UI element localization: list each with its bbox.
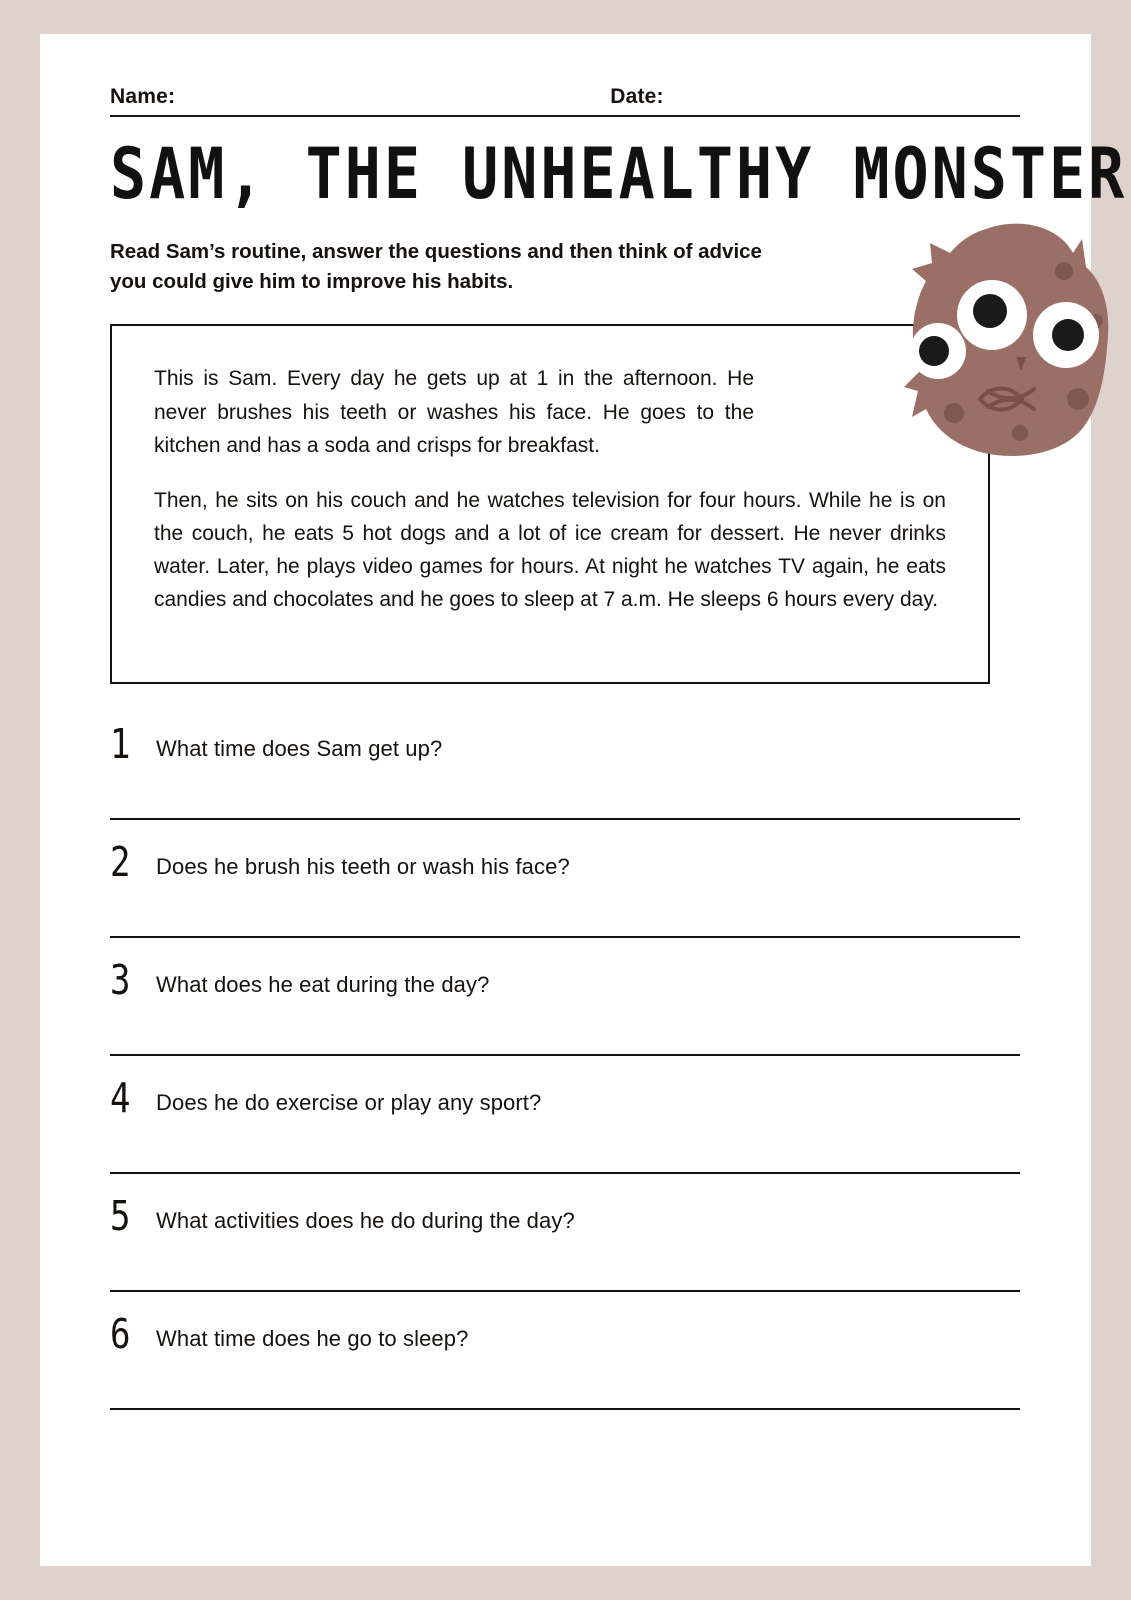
answer-line[interactable] [110,762,1020,820]
answer-line[interactable] [110,998,1020,1056]
question-number: 6 [110,1311,131,1360]
worksheet-page [40,34,1128,1566]
question-number: 2 [110,839,131,888]
question-text: Does he do exercise or play any sport? [156,1090,542,1116]
answer-line[interactable] [110,1234,1020,1292]
instructions-text: Read Sam’s routine, answer the questions and then think of advice you could give him to improve his habits. [110,240,762,293]
questions-list [110,721,1020,1410]
answer-line[interactable] [110,1352,1020,1410]
passage-paragraph-2: Then, he sits on his couch and he watches television for four hours. While he is on the couch, he eats 5 hot dogs and a lot of ice cream for dessert. He never drinks water. Later, he plays video games for hours. At night he watches TV again, he eats candies and chocolates and he goes to sleep at 7 a.m. He sleeps 6 hours every day. [154,488,946,612]
question-text: What time does Sam get up? [156,736,443,762]
question-text: What activities does he do during the day? [156,1208,575,1234]
reading-passage-box [110,324,990,684]
question-item [110,1075,1020,1124]
question-item [110,839,1020,888]
question-text: Does he brush his teeth or wash his face? [156,854,570,880]
question-item [110,1193,1020,1242]
question-text: What time does he go to sleep? [156,1326,469,1352]
name-label: Name: [110,85,176,108]
name-date-row [110,69,1020,117]
question-number: 3 [110,957,131,1006]
answer-line[interactable] [110,880,1020,938]
worksheet-content [110,69,1128,1436]
passage-paragraph-1: This is Sam. Every day he gets up at 1 in the afternoon. He never brushes his teeth or washes his face. He goes to the kitchen and has a soda and crisps for breakfast. [154,367,754,457]
date-label: Date: [610,85,664,108]
question-item [110,1311,1020,1360]
monster-character-illustration [868,211,1118,481]
question-number: 5 [110,1193,131,1242]
question-number: 1 [110,721,131,770]
question-item [110,957,1020,1006]
question-number: 4 [110,1075,131,1124]
answer-line[interactable] [110,1116,1020,1174]
page-title: SAM, THE UNHEALTHY MONSTER [110,133,1128,216]
question-text: What does he eat during the day? [156,972,490,998]
question-item [110,721,1020,770]
